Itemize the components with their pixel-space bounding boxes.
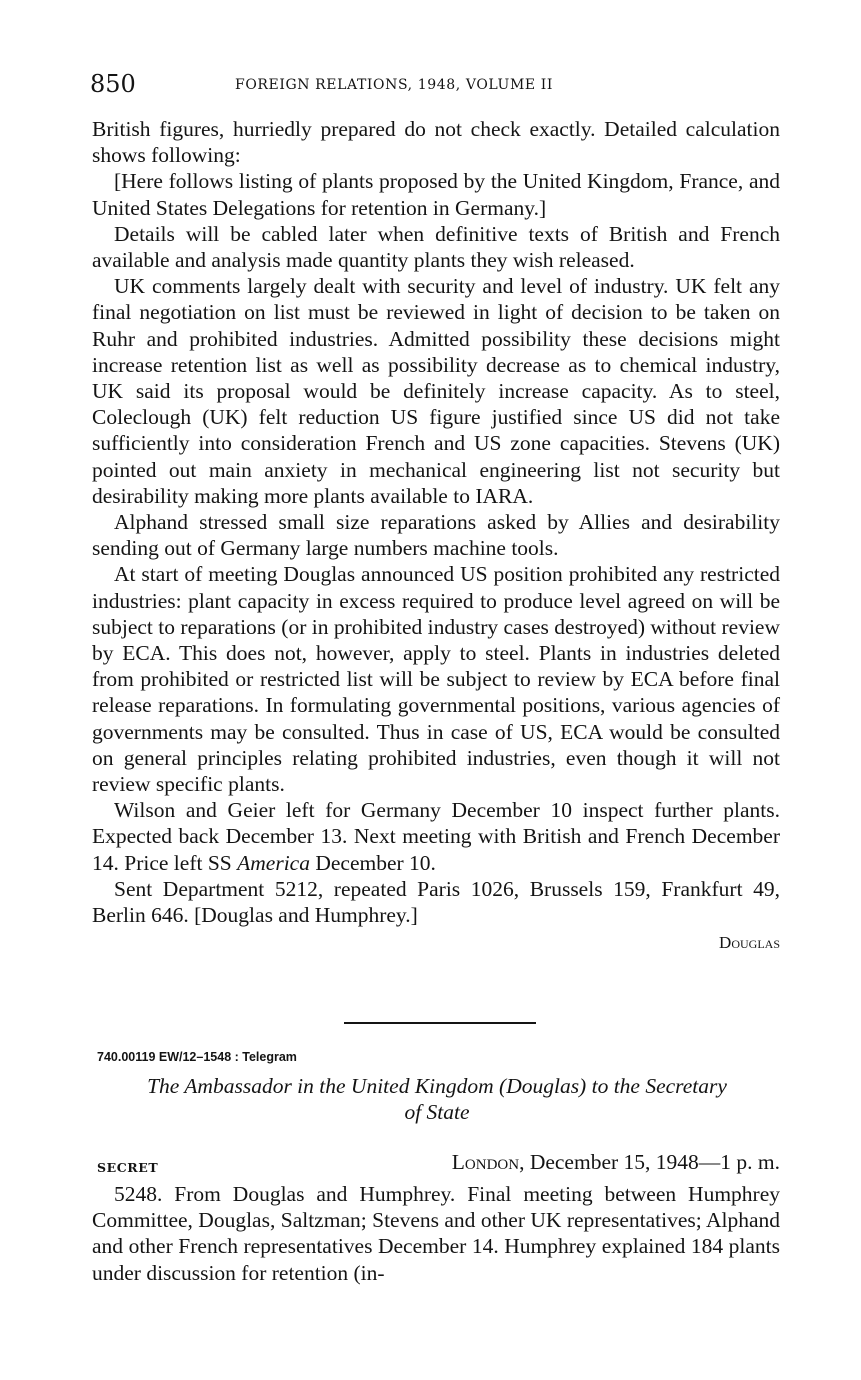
page-header	[90, 70, 780, 106]
classification: SECRET	[97, 1160, 159, 1175]
body-text	[92, 116, 780, 957]
paragraph: Details will be cabled later when definitive texts of British and French available and analysis made quantity plants they wish released.	[92, 221, 780, 273]
document-title-line: The Ambassador in the United Kingdom (Douglas) to the Secretary	[147, 1074, 727, 1098]
paragraph: Alphand stressed small size reparations asked by Allies and desirability sending out of Germany large numbers machine tools.	[92, 510, 780, 561]
section-divider	[344, 1022, 536, 1024]
paragraph: 5248. From Douglas and Humphrey. Final meeting between Humphrey Committee, Douglas, Saltzman; Stevens and other UK representatives; Alphand and other French representatives December 14. Humphrey explained 184 plants under discussion for retention (in-	[92, 1182, 780, 1285]
signature: Douglas	[719, 933, 780, 953]
page-number: 850	[90, 70, 136, 98]
paragraph-text: Wilson and Geier left for Germany December 10 inspect further plants. Expected back December 13. Next meeting with British and French December 14. Price left SS	[92, 798, 780, 875]
paragraph: [Here follows listing of plants proposed by the United Kingdom, France, and United States Delegations for retention in Germany.]	[92, 169, 780, 220]
running-head: FOREIGN RELATIONS, 1948, VOLUME II	[235, 77, 554, 93]
paragraph: British figures, hurriedly prepared do not check exactly. Detailed calculation shows following:	[92, 117, 780, 168]
sent-line: Sent Department 5212, repeated Paris 1026, Brussels 159, Frankfurt 49, Berlin 646. [Douglas and Humphrey.]	[92, 876, 780, 928]
file-reference: 740.00119 EW/12–1548 : Telegram	[97, 1050, 297, 1064]
telegram-body	[92, 1181, 780, 1286]
dateline-date: , December 15, 1948—1 p. m.	[519, 1150, 780, 1174]
paragraph: At start of meeting Douglas announced US position prohibited any restricted industries: plant capacity in excess required to produce level agreed on will be subject to reparations (or in prohibited industry cases destroyed) without review by ECA. This does not, however, apply to steel. Plants in industries deleted from prohibited or restricted list will be subject to review by ECA before final release reparations. In formulating governmental positions, various agencies of governments may be consulted. Thus in case of US, ECA would be consulted on general principles relating prohibited industries, even though it will not review specific plants.	[92, 562, 780, 797]
document-title	[92, 1073, 782, 1125]
ship-name: America	[237, 850, 310, 875]
paragraph: UK comments largely dealt with security and level of industry. UK felt any final negotiation on list must be reviewed in light of decision to be taken on Ruhr and prohibited industries. Admitted possibility these decisions might increase retention list as well as possibility decrease as to chemical industry, UK said its proposal would be definitely increase capacity. As to steel, Coleclough (UK) felt reduction US figure justified since US did not take sufficiently into consideration French and US zone capacities. Stevens (UK) pointed out main anxiety in mechanical engineering list not security but desirability making more plants available to IARA.	[92, 274, 780, 508]
dateline-city: London	[451, 1150, 520, 1174]
paragraph-text: December 10.	[309, 850, 436, 875]
paragraph	[92, 797, 780, 876]
document-title-line: of State	[404, 1100, 470, 1124]
dateline	[400, 1150, 780, 1175]
